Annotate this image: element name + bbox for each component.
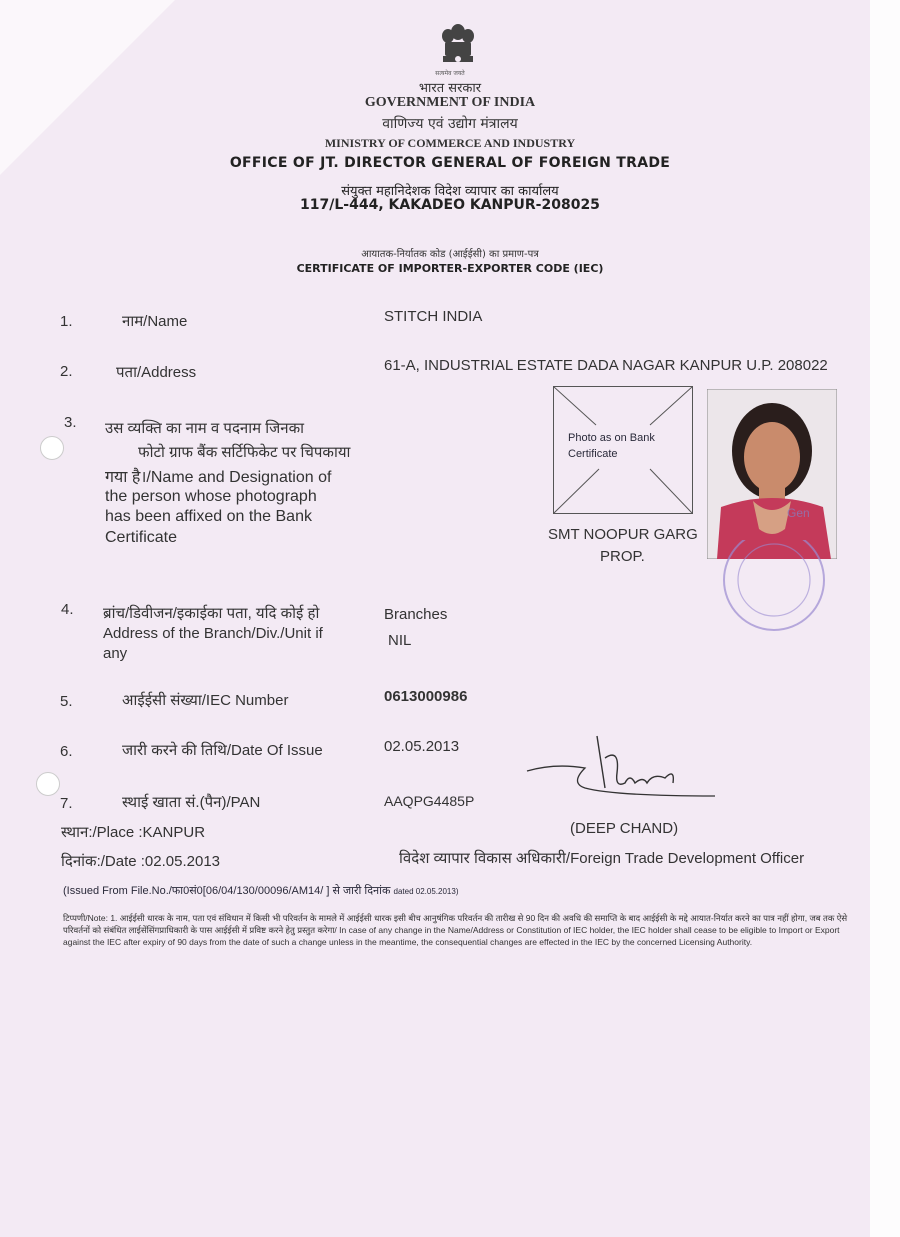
field-number: 4. bbox=[61, 601, 74, 618]
name-value: STITCH INDIA bbox=[384, 308, 483, 325]
footnote: टिप्पणी/Note: 1. आईईसी धारक के नाम, पता एवं संविधान में किसी भी परिवर्तन के मामले में आईईसी धारक इसी बीच आनुषंगिक परिवर्तन की तारीख से 90 दिन की अवधि की समाप्ति के बाद आईईसी के मद्दे आयात-निर्यात करने का पात्र नहीं होगा, जब तक ऐसे परिवर्तनों को संबंधित लाईसेंसिंगप्राधिकारी के पास आईईसी में प्रविष्ट करने हेतु प्रस्तुत करेगा/ In case of any change in the Name/Address or Constitution of IEC holder, the IEC holder shall cease to be eligible to Import or Export against the IEC after expiry of 90 days from the date of such a change unless in the meantime, the consequential changes are effected in the IEC by the concerned Licensing Authority. bbox=[63, 913, 848, 947]
branch-label-line: Address of the Branch/Div./Unit if bbox=[103, 625, 323, 642]
field-number: 7. bbox=[60, 795, 73, 812]
hindi-office-title: संयुक्त महानिदेशक विदेश व्यापार का कार्यालय bbox=[341, 184, 559, 199]
svg-text:Gen: Gen bbox=[787, 506, 810, 520]
designation-label-line: गया है।/Name and Designation of bbox=[105, 469, 332, 486]
date-of-issue-value: 02.05.2013 bbox=[384, 738, 460, 755]
issued-date-text: dated 02.05.2013) bbox=[393, 887, 459, 896]
designation-label-line: फोटो ग्राफ बैंक सर्टिफिकेट पर चिपकाया bbox=[138, 444, 351, 461]
designation-label-line: has been affixed on the Bank bbox=[105, 508, 312, 525]
photo-placeholder-line: Certificate bbox=[568, 448, 618, 460]
office-address: 117/L-444, KAKADEO KANPUR-208025 bbox=[300, 197, 600, 213]
photo-person-designation: PROP. bbox=[600, 548, 645, 565]
hindi-government-title: भारत सरकार bbox=[418, 81, 482, 96]
issued-from-line bbox=[63, 883, 458, 898]
signatory-designation: विदेश व्यापार विकास अधिकारी/Foreign Trade Development Officer bbox=[399, 850, 805, 867]
office-stamp bbox=[704, 540, 854, 640]
hindi-certificate-title: आयातक-निर्यातक कोड (आईईसी) का प्रमाण-पत्र bbox=[361, 249, 539, 260]
photo-placeholder-box bbox=[553, 386, 693, 514]
government-title: GOVERNMENT OF INDIA bbox=[364, 95, 536, 110]
branches-nil-value: NIL bbox=[388, 632, 412, 649]
affixed-photograph bbox=[707, 389, 837, 559]
designation-label-line: Certificate bbox=[105, 529, 178, 546]
pan-label: स्थाई खाता सं.(पैन)/PAN bbox=[122, 794, 261, 811]
place-field: स्थान:/Place :KANPUR bbox=[61, 824, 206, 841]
handwritten-signature bbox=[525, 728, 725, 808]
issued-from-text: (Issued From File.No./फा0सं0[06/04/130/00096/AM14/ ] से जारी दिनांक bbox=[63, 885, 391, 897]
date-of-issue-label: जारी करने की तिथि/Date Of Issue bbox=[122, 742, 323, 759]
field-number: 6. bbox=[60, 743, 73, 760]
iec-number-value: 0613000986 bbox=[384, 688, 468, 705]
photo-placeholder-line: Photo as on Bank bbox=[568, 432, 655, 444]
branches-value: Branches bbox=[384, 606, 448, 623]
punch-hole bbox=[36, 772, 60, 796]
field-number: 5. bbox=[60, 693, 73, 710]
designation-label-line: the person whose photograph bbox=[105, 488, 317, 505]
signatory-name: (DEEP CHAND) bbox=[570, 820, 679, 837]
photo-person-name: SMT NOOPUR GARG bbox=[548, 526, 698, 543]
hindi-ministry-title: वाणिज्य एवं उद्योग मंत्रालय bbox=[382, 116, 518, 132]
iec-number-label: आईईसी संख्या/IEC Number bbox=[122, 692, 289, 709]
address-value: 61-A, INDUSTRIAL ESTATE DADA NAGAR KANPUR U.P. 208022 bbox=[384, 357, 828, 374]
certificate-title: CERTIFICATE OF IMPORTER-EXPORTER CODE (IEC) bbox=[296, 262, 604, 275]
ministry-title: MINISTRY OF COMMERCE AND INDUSTRY bbox=[324, 136, 576, 150]
punch-hole bbox=[40, 436, 64, 460]
state-emblem-icon bbox=[437, 20, 479, 72]
branch-label-line: any bbox=[103, 645, 128, 662]
office-title: OFFICE OF JT. DIRECTOR GENERAL OF FOREIGN TRADE bbox=[229, 155, 671, 171]
date-field: दिनांक:/Date :02.05.2013 bbox=[61, 853, 221, 870]
pan-value: AAQPG4485P bbox=[384, 793, 475, 809]
field-number: 1. bbox=[60, 313, 73, 330]
branch-label-line: ब्रांच/डिवीजन/इकाईका पता, यदि कोई हो bbox=[103, 605, 320, 622]
designation-label-line: उस व्यक्ति का नाम व पदनाम जिनका bbox=[105, 420, 305, 437]
address-label: पता/Address bbox=[116, 364, 197, 381]
field-number: 2. bbox=[60, 363, 73, 380]
emblem-caption: सत्यमेव जयते bbox=[435, 70, 465, 77]
field-number: 3. bbox=[64, 414, 77, 431]
name-label: नाम/Name bbox=[122, 313, 188, 330]
